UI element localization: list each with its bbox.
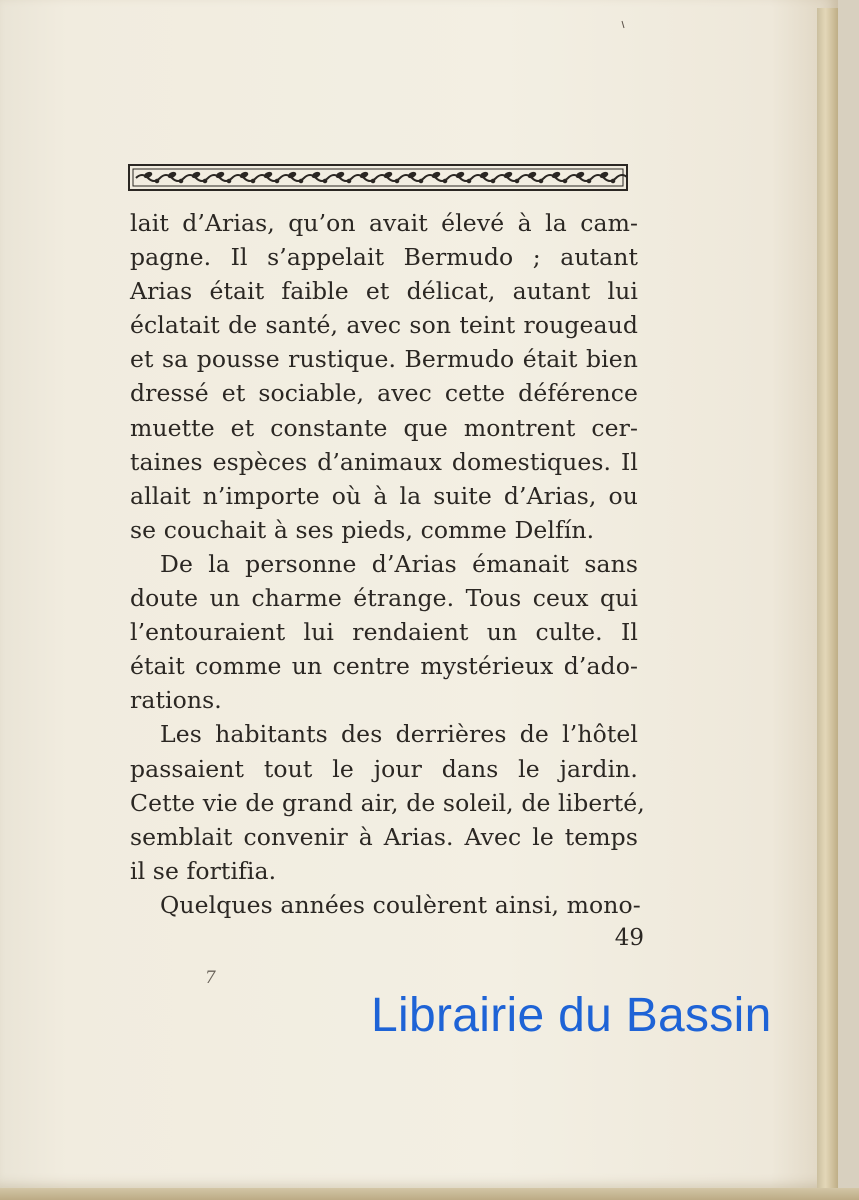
paragraph-start-line: Les habitants des derrières de l’hôtel [160, 720, 638, 749]
body-text [130, 206, 645, 922]
text-line: Arias était faible et délicat, autant lui [130, 277, 638, 306]
page-number: 49 [614, 925, 644, 951]
text-line: pagne. Il s’appelait Bermudo ; autant [130, 243, 638, 272]
text-line: était comme un centre mystérieux d’ado- [130, 652, 638, 681]
text-line: passaient tout le jour dans le jardin. [130, 754, 638, 783]
text-line: doute un charme étrange. Tous ceux qui [130, 584, 638, 613]
watermark-text: Librairie du Bassin [371, 989, 772, 1042]
text-line: l’entouraient lui rendaient un culte. Il [130, 618, 638, 647]
text-line: semblait convenir à Arias. Avec le temps [130, 822, 638, 851]
text-line: allait n’importe où à la suite d’Arias, ou [130, 481, 638, 510]
text-line: taines espèces d’animaux domestiques. Il [130, 447, 638, 476]
text-line: rations. [130, 686, 222, 715]
text-line: muette et constante que montrent cer- [130, 413, 638, 442]
ink-speck-icon [621, 20, 625, 30]
signature-mark: 7 [205, 968, 216, 988]
page-edge-right [817, 8, 838, 1190]
paragraph-start-line: Quelques années coulèrent ainsi, mono- [160, 890, 641, 919]
text-line: lait d’Arias, qu’on avait élevé à la cam- [130, 209, 638, 237]
text-line: dressé et sociable, avec cette déférence [130, 379, 638, 408]
text-line: Cette vie de grand air, de soleil, de liberté, [130, 788, 645, 817]
text-line: se couchait à ses pieds, comme Delfín. [130, 515, 595, 544]
floral-vine-border-icon [128, 163, 628, 193]
text-line: éclatait de santé, avec son teint rougeaud [130, 311, 638, 340]
page-edge-bottom [0, 1188, 859, 1200]
text-line: et sa pousse rustique. Bermudo était bien [130, 345, 638, 374]
paragraph-start-line: De la personne d’Arias émanait sans [160, 549, 638, 578]
text-line: il se fortifia. [130, 856, 277, 885]
